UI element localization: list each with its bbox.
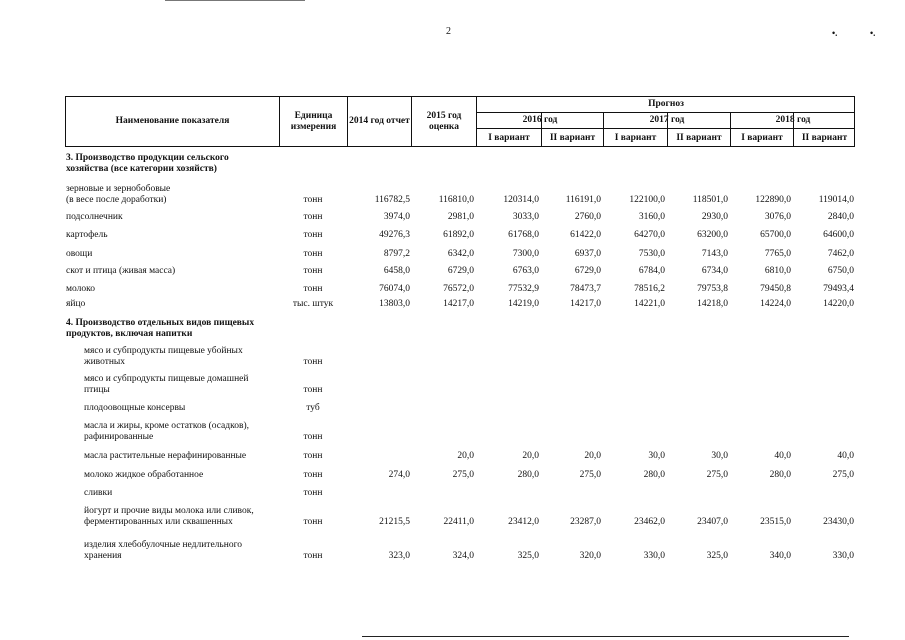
row-value: 78473,7 [570, 284, 601, 294]
row-value: 275,0 [452, 470, 474, 480]
header-variant: II вариант [801, 132, 848, 143]
row-value: 120314,0 [503, 195, 539, 205]
row-value: 325,0 [706, 551, 728, 561]
row-value: 14221,0 [634, 299, 665, 309]
row-value: 3076,0 [764, 212, 791, 222]
row-value: 6729,0 [447, 266, 474, 276]
row-value: 79493,4 [823, 284, 854, 294]
row-label: йогурт и прочие виды молока или сливок, ферментированных или сквашенных [84, 506, 254, 527]
row-value: 14219,0 [508, 299, 539, 309]
row-unit: туб [306, 403, 320, 413]
row-value: 30,0 [648, 451, 665, 461]
row-value: 20,0 [522, 451, 539, 461]
row-value: 20,0 [457, 451, 474, 461]
row-value: 23462,0 [634, 517, 665, 527]
row-value: 76572,0 [443, 284, 474, 294]
header-forecast: Прогноз [648, 99, 684, 109]
row-value: 275,0 [579, 470, 601, 480]
row-value: 6784,0 [638, 266, 665, 276]
header-2014: 2014 год отчет [349, 116, 410, 126]
row-value: 23407,0 [697, 517, 728, 527]
row-value: 324,0 [452, 551, 474, 561]
row-value: 119014,0 [818, 195, 854, 205]
row-label: изделия хлебобулочные недлительного хранения [84, 540, 242, 561]
row-value: 274,0 [388, 470, 410, 480]
row-value: 116191,0 [565, 195, 601, 205]
row-value: 122100,0 [629, 195, 665, 205]
row-unit: тонн [303, 195, 323, 205]
row-value: 61768,0 [508, 230, 539, 240]
header-variant: I вариант [614, 132, 657, 143]
row-value: 40,0 [774, 451, 791, 461]
row-value: 6937,0 [574, 249, 601, 259]
row-label: масла и жиры, кроме остатков (осадков), рафинированные [84, 421, 250, 442]
row-label: сливки [84, 488, 113, 498]
row-value: 6342,0 [447, 249, 474, 259]
row-unit: тонн [303, 470, 323, 480]
row-value: 21215,5 [379, 517, 410, 527]
row-unit: тонн [303, 385, 323, 395]
header-2015: 2015 год оценка [426, 110, 462, 132]
row-value: 323,0 [388, 551, 410, 561]
row-value: 14220,0 [823, 299, 854, 309]
row-label: мясо и субпродукты пищевые домашней птицы [84, 374, 249, 395]
row-value: 23430,0 [823, 517, 854, 527]
header-variant: I вариант [488, 132, 530, 143]
row-label: овощи [66, 249, 93, 259]
row-value: 14217,0 [443, 299, 474, 309]
row-value: 23412,0 [508, 517, 539, 527]
row-value: 64270,0 [634, 230, 665, 240]
row-value: 325,0 [517, 551, 539, 561]
row-value: 20,0 [584, 451, 601, 461]
row-unit: тонн [303, 284, 323, 294]
corner-mark: •. [870, 28, 876, 38]
header-year-2018: 2018 год [775, 115, 811, 125]
row-unit: тонн [303, 249, 323, 259]
row-value: 23287,0 [570, 517, 601, 527]
row-value: 2840,0 [827, 212, 854, 222]
row-value: 77532,9 [508, 284, 539, 294]
row-value: 122890,0 [755, 195, 791, 205]
bottom-rule [362, 636, 849, 637]
row-value: 63200,0 [697, 230, 728, 240]
row-value: 280,0 [643, 470, 665, 480]
row-unit: тонн [303, 212, 323, 222]
row-value: 13803,0 [379, 299, 410, 309]
row-label: мясо и субпродукты пищевые убойных животных [84, 346, 243, 367]
row-value: 30,0 [711, 451, 728, 461]
row-value: 79753,8 [697, 284, 728, 294]
row-value: 22411,0 [443, 517, 474, 527]
header-year-2017: 2017 год [649, 115, 685, 125]
corner-mark: •. [832, 28, 838, 38]
row-value: 7765,0 [764, 249, 791, 259]
row-value: 6750,0 [827, 266, 854, 276]
row-value: 2981,0 [447, 212, 474, 222]
row-unit: тонн [303, 230, 323, 240]
row-value: 61892,0 [443, 230, 474, 240]
row-value: 7143,0 [701, 249, 728, 259]
header-unit: Единица измерения [290, 110, 337, 132]
row-value: 7530,0 [638, 249, 665, 259]
row-value: 118501,0 [692, 195, 728, 205]
row-value: 7462,0 [827, 249, 854, 259]
row-unit: тонн [303, 266, 323, 276]
row-value: 8797,2 [383, 249, 410, 259]
row-label: молоко [66, 284, 96, 294]
page-number: 2 [446, 26, 451, 37]
header-variant: I вариант [741, 132, 783, 143]
row-label: картофель [66, 230, 108, 240]
row-value: 6810,0 [764, 266, 791, 276]
row-label: масла растительные нерафинированные [84, 451, 247, 461]
row-value: 280,0 [517, 470, 539, 480]
row-value: 78516,2 [634, 284, 665, 294]
section-3-title: 3. Производство продукции сельского хозяйства (все категории хозяйств) [66, 153, 229, 174]
row-value: 23515,0 [760, 517, 791, 527]
row-value: 40,0 [837, 451, 854, 461]
row-unit: тыс. штук [292, 299, 334, 309]
row-label: плодоовощные консервы [84, 403, 186, 413]
header-year-2016: 2016 год [522, 115, 558, 125]
row-unit: тонн [303, 451, 323, 461]
row-label: зерновые и зернобобовые (в весе после доработки) [66, 184, 171, 205]
row-value: 79450,8 [760, 284, 791, 294]
row-value: 64600,0 [823, 230, 854, 240]
row-label: подсолнечник [66, 212, 123, 222]
row-value: 275,0 [706, 470, 728, 480]
row-value: 14218,0 [697, 299, 728, 309]
row-value: 76074,0 [379, 284, 410, 294]
row-value: 116782,5 [374, 195, 410, 205]
row-value: 6763,0 [512, 266, 539, 276]
row-value: 7300,0 [512, 249, 539, 259]
header-variant: II вариант [549, 132, 596, 143]
row-value: 49276,3 [379, 230, 410, 240]
row-value: 6734,0 [701, 266, 728, 276]
row-value: 3974,0 [383, 212, 410, 222]
row-unit: тонн [303, 551, 323, 561]
row-value: 330,0 [832, 551, 854, 561]
row-value: 275,0 [832, 470, 854, 480]
row-value: 2930,0 [701, 212, 728, 222]
row-value: 6729,0 [574, 266, 601, 276]
row-label: скот и птица (живая масса) [66, 266, 176, 276]
row-unit: тонн [303, 357, 323, 367]
header-name: Наименование показателя [115, 116, 230, 126]
row-value: 2760,0 [574, 212, 601, 222]
row-value: 116810,0 [438, 195, 474, 205]
row-value: 6458,0 [383, 266, 410, 276]
row-unit: тонн [303, 488, 323, 498]
row-value: 3160,0 [638, 212, 665, 222]
row-value: 65700,0 [760, 230, 791, 240]
row-value: 330,0 [643, 551, 665, 561]
row-value: 340,0 [769, 551, 791, 561]
section-4-title: 4. Производство отдельных видов пищевых продуктов, включая напитки [66, 318, 255, 339]
row-value: 320,0 [579, 551, 601, 561]
top-rule [165, 0, 305, 2]
row-label: молоко жидкое обработанное [84, 470, 204, 480]
row-value: 61422,0 [570, 230, 601, 240]
row-unit: тонн [303, 517, 323, 527]
header-variant: II вариант [676, 132, 722, 143]
row-unit: тонн [303, 432, 323, 442]
row-label: яйцо [66, 299, 86, 309]
row-value: 3033,0 [512, 212, 539, 222]
row-value: 14217,0 [570, 299, 601, 309]
row-value: 14224,0 [760, 299, 791, 309]
row-value: 280,0 [769, 470, 791, 480]
